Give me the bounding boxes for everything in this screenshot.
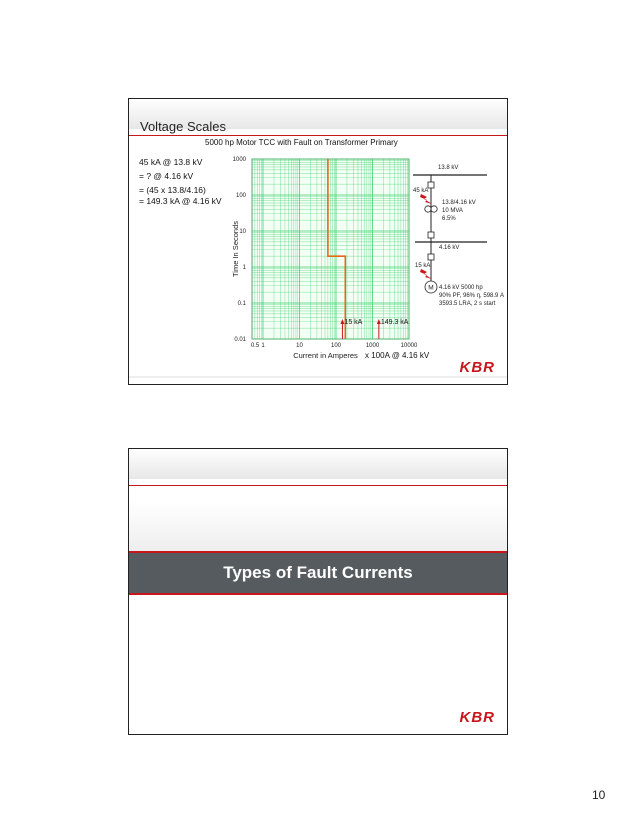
kbr-logo: KBR [459, 359, 495, 376]
bus-lv-label: 4.16 kV [439, 245, 460, 251]
fault-lv-label: 15 kA [415, 263, 431, 269]
transformer-icon [425, 206, 431, 212]
title-rule [129, 485, 507, 486]
section-shade [129, 501, 507, 551]
section-title: Types of Fault Currents [223, 563, 413, 582]
y-tick-label: 1 [242, 265, 246, 271]
slide-title: Voltage Scales [140, 119, 227, 134]
fault-marker-label: 149.3 kA [380, 319, 409, 326]
fault-bolt-icon [420, 269, 432, 279]
calc-line-3: = (45 x 13.8/4.16) [139, 185, 206, 195]
motor-label: 4.16 kV 5000 hp [439, 285, 483, 291]
transformer-label: 10 MVA [442, 208, 463, 214]
x-tick-label: 0.5 [250, 343, 260, 349]
fault-hv-label: 45 kA [413, 188, 429, 194]
section-band [129, 551, 507, 595]
transformer-label: 13.8/4.16 kV [442, 200, 476, 206]
x-axis-label: Current in Amperes [293, 351, 358, 360]
breaker-icon [428, 182, 434, 188]
transformer-label: 6.5% [442, 216, 456, 222]
x-tick-label: 10 [296, 343, 303, 349]
motor-label: 3593.5 LRA, 2 s start [439, 301, 496, 307]
bus-hv-label: 13.8 kV [438, 165, 459, 171]
chart-title: 5000 hp Motor TCC with Fault on Transformer Primary [205, 138, 398, 147]
calc-line-2: = ? @ 4.16 kV [139, 171, 194, 181]
calc-line-4: = 149.3 kA @ 4.16 kV [139, 196, 222, 206]
motor-label: 90% PF, 96% η, 598.9 A [439, 293, 505, 299]
x-tick-label: 10000 [400, 343, 418, 349]
y-tick-label: 1000 [232, 157, 246, 163]
x-tick-label: 1 [261, 343, 265, 349]
x-tick-label: 100 [330, 343, 342, 349]
tcc-chart [129, 99, 507, 384]
page-number: 10 [592, 788, 606, 802]
fault-bolt-icon [420, 194, 432, 204]
x-tick-label: 1000 [365, 343, 380, 349]
transformer-icon [431, 206, 437, 212]
y-tick-label: 0.01 [234, 337, 246, 343]
motor-symbol: M [428, 284, 434, 292]
slide-header-gradient [129, 449, 507, 479]
breaker-icon [428, 254, 434, 260]
y-tick-label: 100 [235, 193, 246, 199]
fault-marker-label: 15 kA [344, 319, 363, 326]
y-tick-label: 0.1 [237, 301, 246, 307]
breaker-icon [428, 232, 434, 238]
y-tick-label: 10 [239, 229, 246, 235]
slide-voltage-scales [128, 98, 508, 385]
kbr-logo: KBR [459, 709, 495, 726]
slide-types-of-fault-currents [128, 448, 508, 735]
calc-line-1: 45 kA @ 13.8 kV [139, 157, 203, 167]
x-axis-note: x 100A @ 4.16 kV [365, 351, 430, 360]
y-axis-label: Time In Seconds [231, 221, 240, 277]
